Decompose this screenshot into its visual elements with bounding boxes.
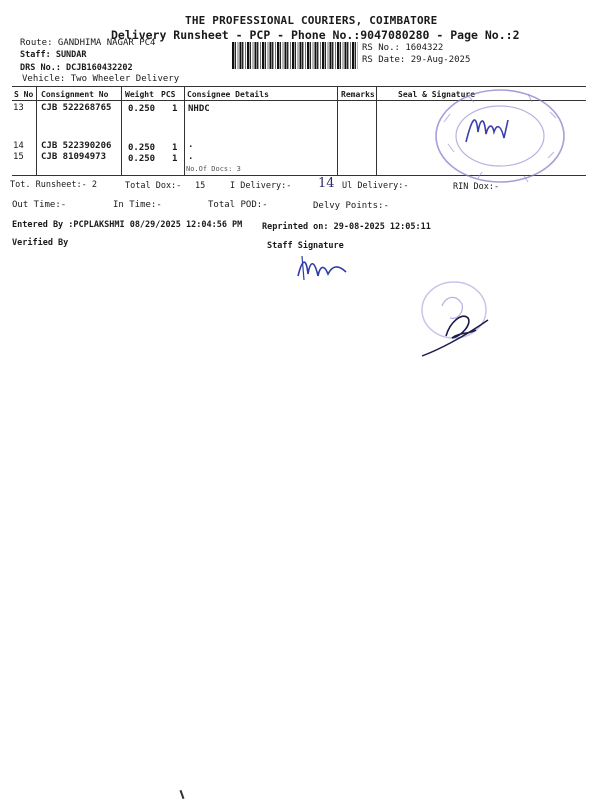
col-header-consignee: Consignee Details (187, 90, 269, 99)
delivery-label: I Delivery:- (230, 181, 292, 191)
row-pcs: 1 (172, 154, 178, 164)
drs-number: DRS No.: DCJB160432202 (20, 63, 133, 73)
total-pod: Total POD:- (208, 200, 268, 210)
row-consignee: . (188, 140, 194, 150)
row-pcs: 1 (172, 104, 178, 114)
staff-signature-mark (292, 250, 352, 286)
row-consignee: NHDC (188, 104, 210, 114)
vehicle-text: Vehicle: Two Wheeler Delivery (22, 74, 180, 84)
row-weight: 0.250 (128, 104, 156, 114)
row-consignment: CJB 522268765 (41, 103, 112, 113)
row-consignment: CJB 522390206 (41, 141, 112, 151)
delivery-handwritten: 14 (318, 176, 335, 191)
delvy-points: Delvy Points:- (313, 201, 389, 211)
col-header-sno: S No (14, 90, 34, 99)
row-sno: 15 (13, 152, 24, 162)
col-header-remarks: Remarks (341, 90, 375, 99)
col-header-pcs: PCS (161, 90, 176, 99)
company-name: THE PROFESSIONAL COURIERS, COIMBATORE (185, 14, 438, 27)
undelivery-label: Ul Delivery:- (342, 181, 409, 191)
row-weight: 0.250 (128, 154, 156, 164)
rs-date: RS Date: 29-Aug-2025 (362, 55, 471, 65)
total-dox-label: Total Dox:- (125, 181, 182, 191)
seal-stamp (428, 82, 578, 194)
reprinted-on: Reprinted on: 29-08-2025 12:05:11 (262, 222, 431, 232)
barcode (232, 42, 358, 69)
no-of-docs: No.Of Docs: 3 (186, 165, 241, 173)
row-consignee: . (188, 152, 194, 162)
rin-dox-label: RIN Dox:- (453, 182, 500, 192)
staff-signature-label: Staff Signature (267, 241, 344, 251)
page-title: Delivery Runsheet - PCP - Phone No.:9047080280 - Page No.:2 (111, 28, 520, 42)
row-sno: 13 (13, 103, 24, 113)
row-consignment: CJB 81094973 (41, 152, 107, 162)
tot-runsheet: Tot. Runsheet:- 2 (10, 180, 97, 190)
signature-mark (418, 300, 508, 362)
total-dox-value: 15 (195, 181, 206, 191)
row-weight: 0.250 (128, 143, 156, 153)
col-header-weight: Weight (125, 90, 154, 99)
col-header-consignment: Consignment No (41, 90, 109, 99)
entered-by: Entered By :PCPLAKSHMI 08/29/2025 12:04:56 PM (12, 220, 243, 230)
scan-mark (180, 790, 185, 799)
verified-by: Verified By (12, 238, 69, 248)
row-sno: 14 (13, 141, 24, 151)
rs-number: RS No.: 1604322 (362, 43, 444, 53)
in-time: In Time:- (113, 200, 162, 210)
staff-text: Staff: SUNDAR (20, 50, 87, 60)
route-text: Route: GANDHIMA NAGAR PC4 (20, 38, 156, 48)
row-pcs: 1 (172, 143, 178, 153)
out-time: Out Time:- (12, 200, 67, 210)
col-header-seal: Seal & Signature (398, 90, 476, 99)
